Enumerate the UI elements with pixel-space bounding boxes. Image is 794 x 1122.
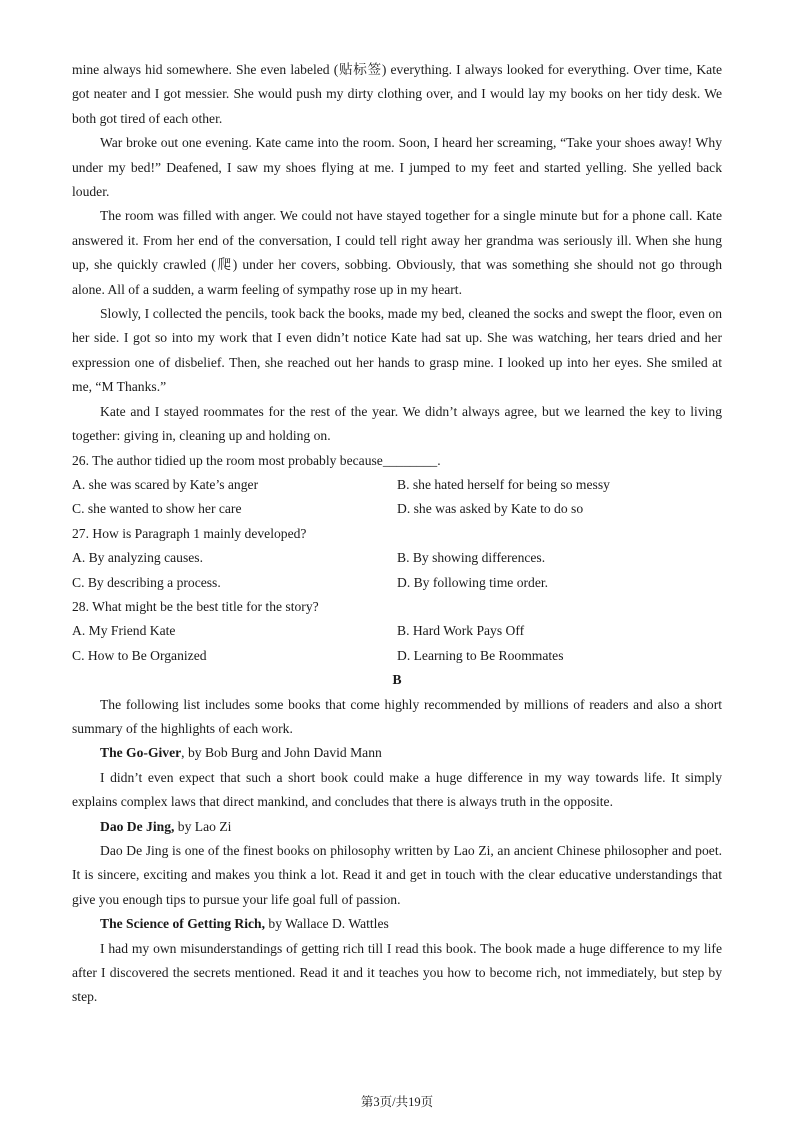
question-stem: 28. What might be the best title for the story? bbox=[72, 598, 319, 614]
option-d: D. she was asked by Kate to do so bbox=[397, 501, 584, 517]
book-review: I had my own misunderstandings of getting rich till I read this book. The book made a huge difference to my life after I discovered the secrets mentioned. Read it and it teaches you how to become rich, not immediately, but step by step. bbox=[72, 940, 722, 1005]
option-b: B. By showing differences. bbox=[397, 550, 546, 566]
option-b: B. she hated herself for being so messy bbox=[397, 476, 610, 492]
options-row bbox=[72, 571, 722, 595]
option-d: D. By following time order. bbox=[397, 574, 549, 590]
book-title: The Science of Getting Rich, bbox=[100, 916, 265, 932]
book-review: Dao De Jing is one of the finest books on philosophy written by Lao Zi, an ancient Chinese philosopher and poet. It is sincere, exciting and makes you think a lot. Read it and get in touch with the clear educative understandings that give you enough tips to pursue your life goal full of passion. bbox=[72, 843, 722, 907]
book-heading bbox=[72, 912, 722, 936]
passage-a-paragraph-2: The room was filled with anger. We could not have stayed together for a single minute but for a phone call. Kate answered it. From her end of the conversation, I could tell right away her grandma was seriously ill. When she hung up, she quickly crawled (爬) under her covers, sobbing. Obviously, that was something she should not go through alone. All of a sudden, a warm feeling of sympathy rose up in my heart. bbox=[72, 208, 722, 297]
book-author: by Lao Zi bbox=[174, 818, 232, 834]
passage-a-paragraph-3: Slowly, I collected the pencils, took back the books, made my bed, cleaned the socks and swept the floor, even on her side. I got so into my work that I even didn’t notice Kate had sat up. She was watching, her tears dried and her expression one of disbelief. Then, she reached out her hands to grasp mine. I looked up into her eyes. She smiled at me, “M Thanks.” bbox=[72, 306, 722, 395]
document-page bbox=[72, 58, 722, 1010]
passage-b-intro: The following list includes some books that come highly recommended by millions of readers and also a short summary of the highlights of each work. bbox=[72, 696, 722, 736]
options-row bbox=[72, 644, 722, 668]
option-c: C. she wanted to show her care bbox=[72, 501, 242, 517]
option-d: D. Learning to Be Roommates bbox=[397, 647, 564, 663]
option-c: C. How to Be Organized bbox=[72, 647, 207, 663]
passage-a-paragraph-1: War broke out one evening. Kate came into the room. Soon, I heard her screaming, “Take your shoes away! Why under my bed!” Deafened, I saw my shoes flying at me. I jumped to my feet and started yelling. She yelled back louder. bbox=[72, 135, 722, 200]
question-stem: 27. How is Paragraph 1 mainly developed? bbox=[72, 525, 307, 541]
book-author: by Wallace D. Wattles bbox=[265, 916, 389, 932]
options-row bbox=[72, 546, 722, 570]
option-c: C. By describing a process. bbox=[72, 574, 221, 590]
book-title: The Go-Giver bbox=[100, 745, 182, 761]
option-a: A. My Friend Kate bbox=[72, 623, 176, 639]
option-b: B. Hard Work Pays Off bbox=[397, 623, 525, 639]
book-title: Dao De Jing, bbox=[100, 818, 175, 834]
options-row bbox=[72, 473, 722, 497]
question-28 bbox=[72, 595, 722, 668]
book-review: I didn’t even expect that such a short book could make a huge difference in my way towards life. It simply explains complex laws that direct mankind, and concludes that there is always truth in the opposite. bbox=[72, 769, 722, 810]
passage-a-paragraph-4: Kate and I stayed roommates for the rest of the year. We didn’t always agree, but we learned the key to living together: giving in, cleaning up and holding on. bbox=[72, 403, 722, 444]
passage-a-paragraph-0: mine always hid somewhere. She even labeled (贴标签) everything. I always looked for everything. Over time, Kate got neater and I got messier. She would push my dirty clothing over, and I would lay my books on her tidy desk. We both got tired of each other. bbox=[72, 62, 722, 126]
book-author: , by Bob Burg and John David Mann bbox=[181, 745, 382, 761]
question-26 bbox=[72, 449, 722, 522]
option-a: A. By analyzing causes. bbox=[72, 550, 203, 566]
section-b-heading: B bbox=[392, 672, 402, 688]
option-a: A. she was scared by Kate’s anger bbox=[72, 476, 259, 492]
book-heading bbox=[72, 741, 722, 765]
question-27 bbox=[72, 522, 722, 595]
options-row bbox=[72, 619, 722, 643]
question-stem: 26. The author tidied up the room most probably because________. bbox=[72, 452, 441, 468]
options-row bbox=[72, 497, 722, 521]
book-heading bbox=[72, 815, 722, 839]
page-footer: 第3页/共19页 bbox=[360, 1095, 434, 1109]
